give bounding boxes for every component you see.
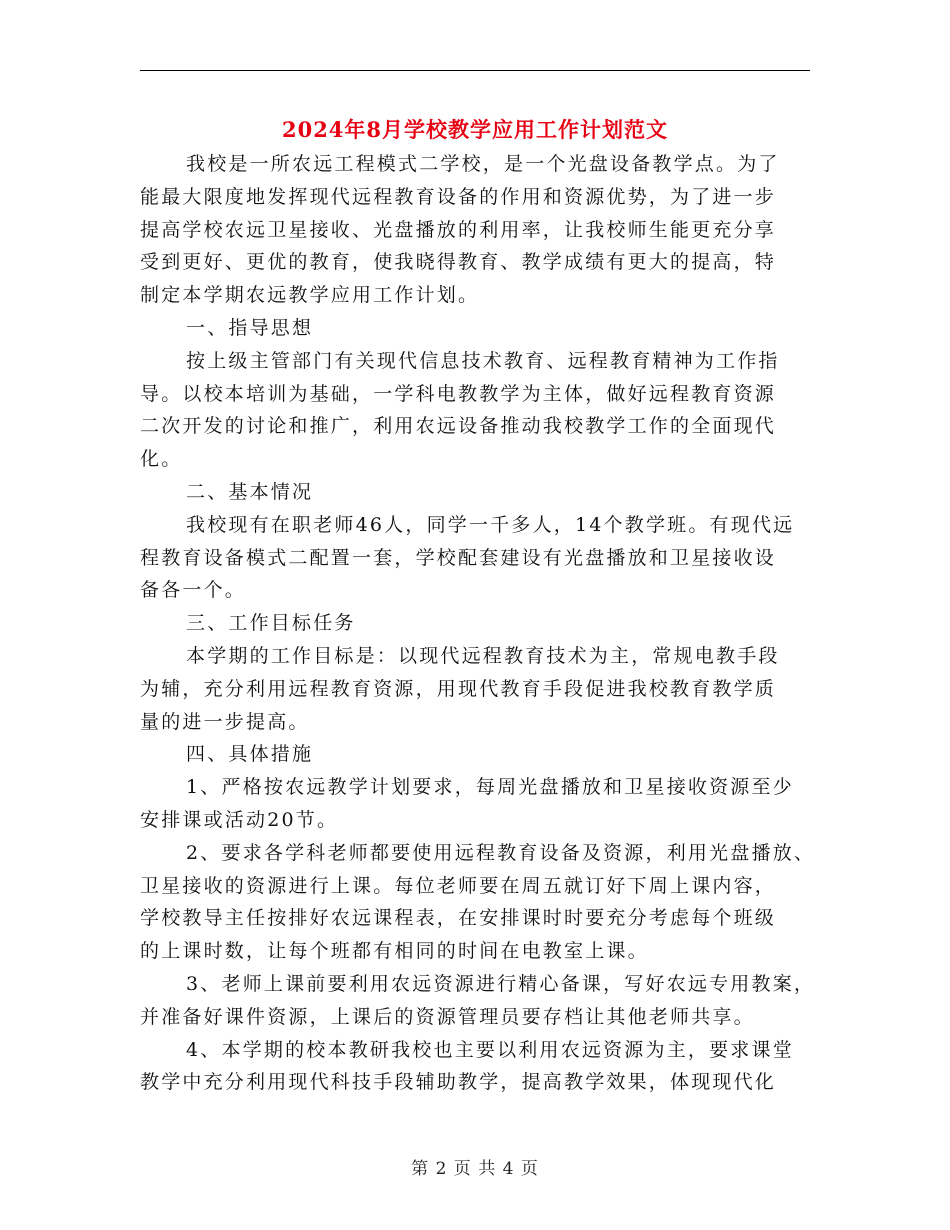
paragraph-first-line: 四、具体措施 [186,743,314,766]
paragraph-line: 的上课时数，让每个班都有相同的时间在电教室上课。 [140,940,649,963]
paragraph-first-line: 4、本学期的校本教研我校也主要以利用农远资源为主，要求课堂 [186,1038,794,1061]
paragraph-line: 二次开发的讨论和推广，利用农远设备推动我校教学工作的全面现代 [140,415,777,438]
paragraph-line: 量的进一步提高。 [140,710,310,733]
paragraph-line: 备各一个。 [140,579,247,602]
paragraph-line: 并准备好课件资源，上课后的资源管理员要存档让其他老师共享。 [140,1005,755,1028]
paragraph-first-line: 二、基本情况 [186,481,314,503]
paragraph-line: 化。 [140,448,183,471]
paragraph-line: 提高学校农远卫星接收、光盘播放的利用率，让我校师生能更充分享 [140,218,777,241]
paragraph-line: 卫星接收的资源进行上课。每位老师要在周五就订好下周上课内容， [140,874,777,897]
header-rule [140,70,810,71]
document-title: 2024年8月学校教学应用工作计划范文 [281,117,669,142]
paragraph-line: 程教育设备模式二配置一套，学校配套建设有光盘播放和卫星接收设 [140,546,777,569]
paragraph-line: 为辅，充分利用远程教育资源，用现代教育手段促进我校教育教学质 [140,677,777,700]
paragraph-first-line: 本学期的工作目标是：以现代远程教育技术为主，常规电教手段 [186,645,780,667]
paragraph-first-line: 1、严格按农远教学计划要求，每周光盘播放和卫星接收资源至少 [186,776,794,799]
paragraph-first-line: 2、要求各学科老师都要使用远程教育设备及资源，利用光盘播放、 [186,841,816,864]
paragraph-line: 受到更好、更优的教育，使我晓得教育、教学成绩有更大的提高，特 [140,251,777,274]
paragraph-line: 导。以校本培训为基础，一学科电教教学为主体，做好远程教育资源 [140,382,777,405]
paragraph-first-line: 我校是一所农远工程模式二学校，是一个光盘设备教学点。为了 [186,153,780,175]
paragraph-line: 能最大限度地发挥现代远程教育设备的作用和资源优势，为了进一步 [140,185,777,208]
paragraph-first-line: 3、老师上课前要利用农远资源进行精心备课，写好农远专用教案， [186,973,816,995]
paragraph-first-line: 我校现有在职老师46人，同学一千多人，14个教学班。有现代远 [186,513,795,536]
paragraph-first-line: 按上级主管部门有关现代信息技术教育、远程教育精神为工作指 [186,349,780,372]
paragraph-line: 学校教导主任按排好农远课程表，在安排课时时要充分考虑每个班级 [140,907,777,930]
page-number: 第 2 页 共 4 页 [411,1159,539,1179]
paragraph-first-line: 三、工作目标任务 [186,612,356,635]
paragraph-line: 教学中充分利用现代科技手段辅助教学，提高教学效果，体现现代化 [140,1071,777,1094]
paragraph-line: 安排课或活动20节。 [140,809,339,831]
paragraph-first-line: 一、指导思想 [186,317,314,339]
paragraph-line: 制定本学期农远教学应用工作计划。 [140,284,480,307]
